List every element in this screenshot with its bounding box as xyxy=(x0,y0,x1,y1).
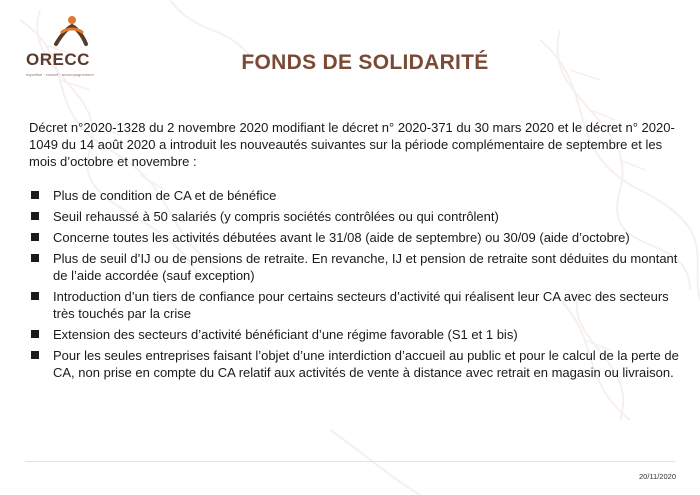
list-item-text: Pour les seules entreprises faisant l’objet d’une interdiction d’accueil au public et pour le calcul de la perte de CA, non prise en compte du CA relatif aux activités de vente à distance avec retrait en magasin ou livraison. xyxy=(53,348,679,380)
logo-name: ORECC xyxy=(26,50,90,69)
figure-icon xyxy=(50,14,90,48)
list-item xyxy=(29,347,679,381)
footer-divider xyxy=(25,461,675,462)
list-item-text: Introduction d’un tiers de confiance pour certains secteurs d’activité qui réalisent leur CA avec des secteurs très touchés par la crise xyxy=(53,289,669,321)
list-item xyxy=(29,229,679,246)
list-item xyxy=(29,187,679,204)
list-item-text: Extension des secteurs d’activité bénéficiant d’une régime favorable (S1 et 1 bis) xyxy=(53,327,518,342)
square-bullet-icon xyxy=(31,254,39,262)
list-item-text: Plus de condition de CA et de bénéfice xyxy=(53,188,277,203)
bullet-list xyxy=(29,187,679,385)
square-bullet-icon xyxy=(31,233,39,241)
square-bullet-icon xyxy=(31,292,39,300)
list-item-text: Plus de seuil d’IJ ou de pensions de retraite. En revanche, IJ et pension de retraite sont déduites du montant de l’aide accordée (sauf exception) xyxy=(53,251,678,283)
intro-paragraph: Décret n°2020-1328 du 2 novembre 2020 modifiant le décret n° 2020-371 du 30 mars 2020 et le décret n° 2020-1049 du 14 août 2020 a introduit les nouveautés suivantes sur la période complémentaire de septembre et les mois d’octobre et novembre : xyxy=(29,120,675,169)
list-item xyxy=(29,208,679,225)
square-bullet-icon xyxy=(31,191,39,199)
list-item-text: Seuil rehaussé à 50 salariés (y compris sociétés contrôlées ou qui contrôlent) xyxy=(53,209,499,224)
list-item xyxy=(29,288,679,322)
list-item xyxy=(29,326,679,343)
footer-date: 20/11/2020 xyxy=(639,472,676,481)
square-bullet-icon xyxy=(31,330,39,338)
list-item xyxy=(29,250,679,284)
square-bullet-icon xyxy=(31,212,39,220)
square-bullet-icon xyxy=(31,351,39,359)
page-title: FONDS DE SOLIDARITÉ xyxy=(241,51,489,74)
list-item-text: Concerne toutes les activités débutées avant le 31/08 (aide de septembre) ou 30/09 (aide d’octobre) xyxy=(53,230,630,245)
logo-tagline: expertise · conseil · accompagnement xyxy=(26,72,94,77)
